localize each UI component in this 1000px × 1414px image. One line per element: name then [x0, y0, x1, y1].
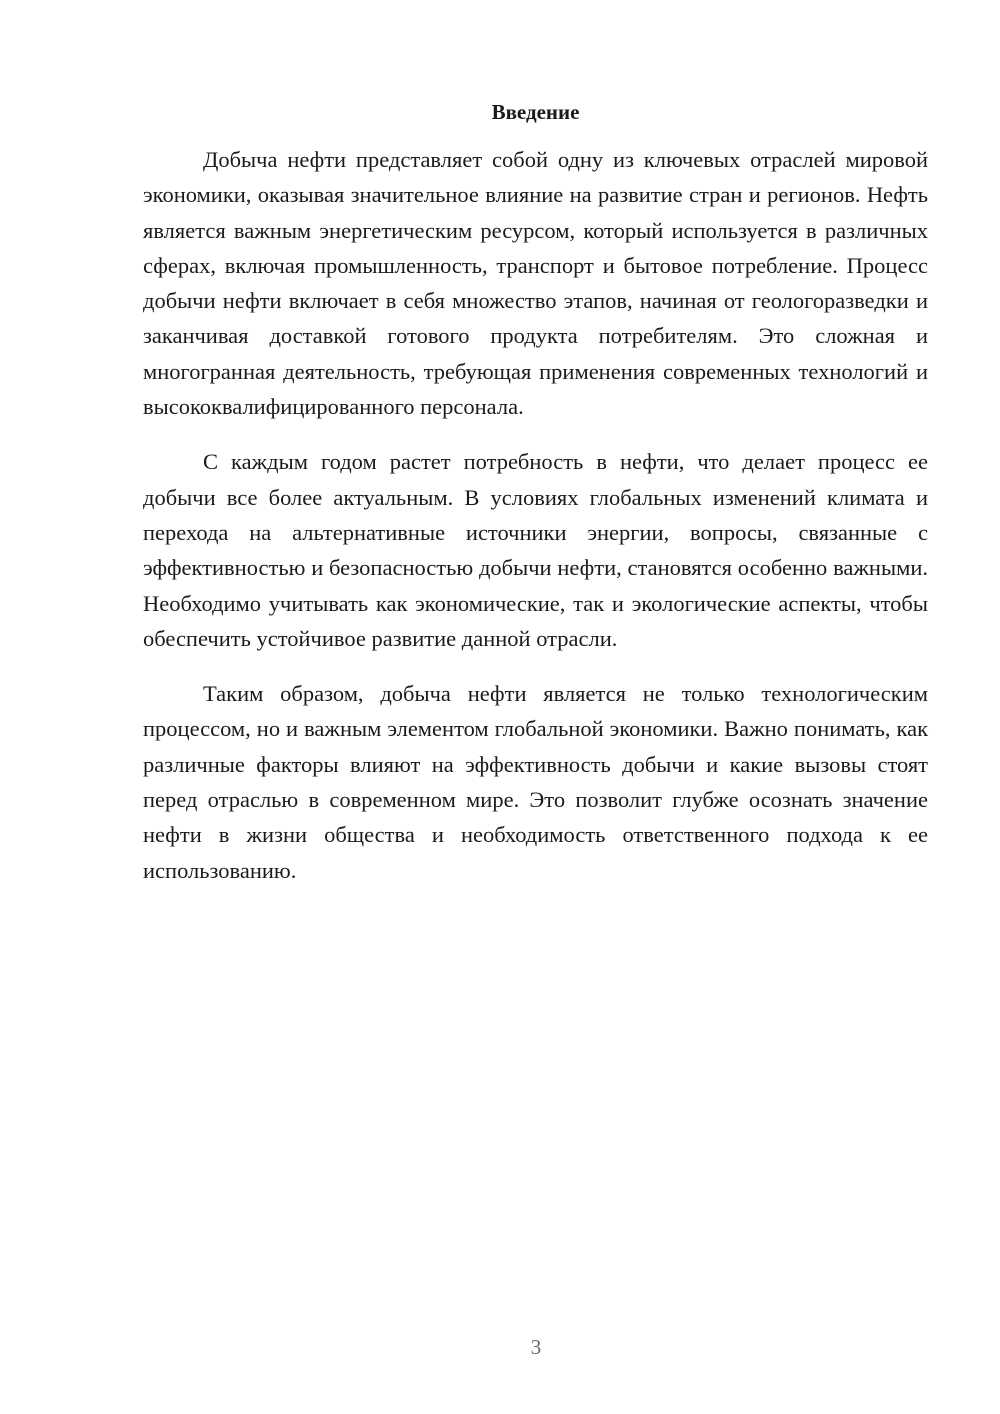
- paragraph-2: С каждым годом растет потребность в нефти, что делает процесс ее добычи все более актуальным. В условиях глобальных изменений климата и перехода на альтернативные источники энергии, вопросы, связанные с эффективностью и безопасностью добычи нефти, становятся особенно важными. Необходимо учитывать как экономические, так и экологические аспекты, чтобы обеспечить устойчивое развитие данной отрасли.: [143, 449, 928, 651]
- body-text: [143, 142, 928, 908]
- paragraph-1: Добыча нефти представляет собой одну из ключевых отраслей мировой экономики, оказывая значительное влияние на развитие стран и регионов. Нефть является важным энергетическим ресурсом, который используется в различных сферах, включая промышленность, транспорт и бытовое потребление. Процесс добычи нефти включает в себя множество этапов, начиная от геологоразведки и заканчивая доставкой готового продукта потребителям. Это сложная и многогранная деятельность, требующая применения современных технологий и высококвалифицированного персонала.: [143, 147, 928, 420]
- page-number: 3: [530, 1335, 542, 1359]
- paragraph-3: Таким образом, добыча нефти является не только технологическим процессом, но и важным элементом глобальной экономики. Важно понимать, как различные факторы влияют на эффективность добычи и какие вызовы стоят перед отраслью в современном мире. Это позволит глубже осознать значение нефти в жизни общества и необходимость ответственного подхода к ее использованию.: [143, 681, 928, 883]
- section-title: Введение: [491, 100, 580, 124]
